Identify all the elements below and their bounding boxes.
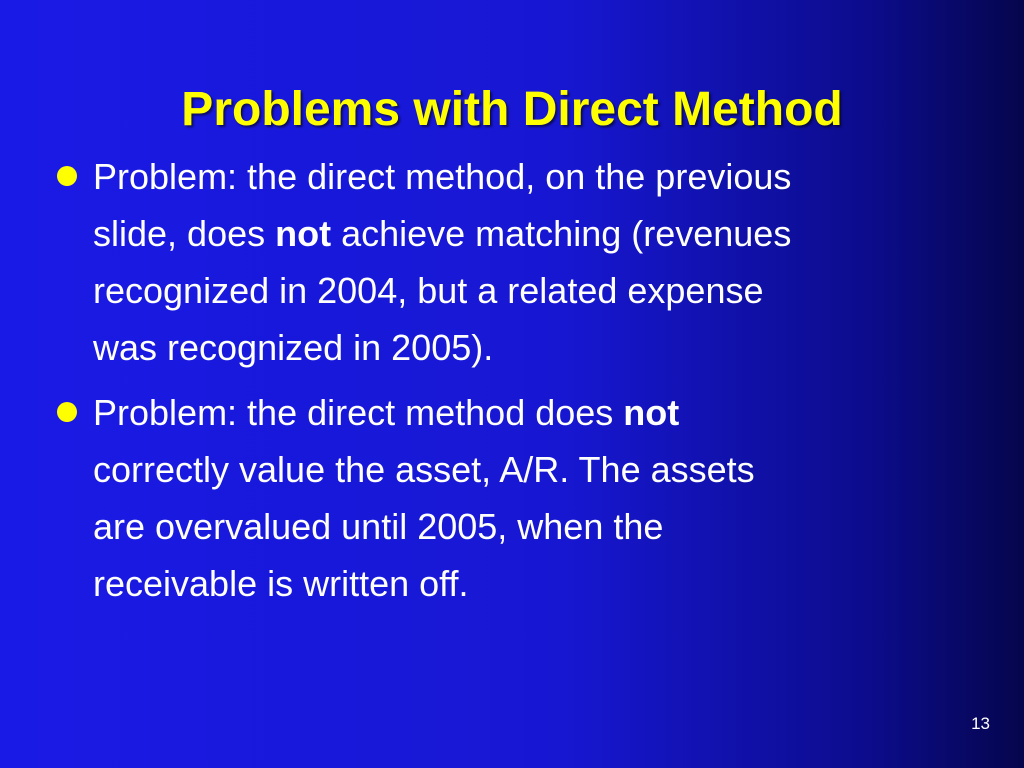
bullet-text-segment: Problem: the direct method does bbox=[93, 392, 624, 433]
bullet-line: correctly value the asset, A/R. The assets bbox=[93, 449, 755, 490]
bullet-line: are overvalued until 2005, when the bbox=[93, 506, 664, 547]
bullet-dot-icon bbox=[57, 402, 77, 422]
bullet-text-segment: achieve matching (revenues bbox=[331, 213, 792, 254]
bullet-line: receivable is written off. bbox=[93, 563, 469, 604]
emphasis-text: not bbox=[275, 213, 332, 254]
bullet-item-asset-value bbox=[56, 384, 1006, 612]
bullet-item-matching bbox=[56, 148, 1006, 376]
bullet-text-segment: slide, does bbox=[93, 213, 276, 254]
bullet-line: was recognized in 2005). bbox=[93, 327, 494, 368]
slide-title: Problems with Direct Method bbox=[181, 83, 843, 137]
bullet-line: recognized in 2004, but a related expense bbox=[93, 270, 764, 311]
bullet-text bbox=[93, 148, 1006, 376]
bullet-line bbox=[93, 205, 1006, 262]
bullet-line: Problem: the direct method, on the previous bbox=[93, 156, 792, 197]
bullet-text bbox=[93, 384, 1006, 612]
slide-page-number: 13 bbox=[971, 714, 990, 733]
bullet-list bbox=[56, 148, 1006, 620]
bullet-line bbox=[93, 384, 1006, 441]
emphasis-text: not bbox=[623, 392, 680, 433]
bullet-dot-icon bbox=[57, 166, 77, 186]
